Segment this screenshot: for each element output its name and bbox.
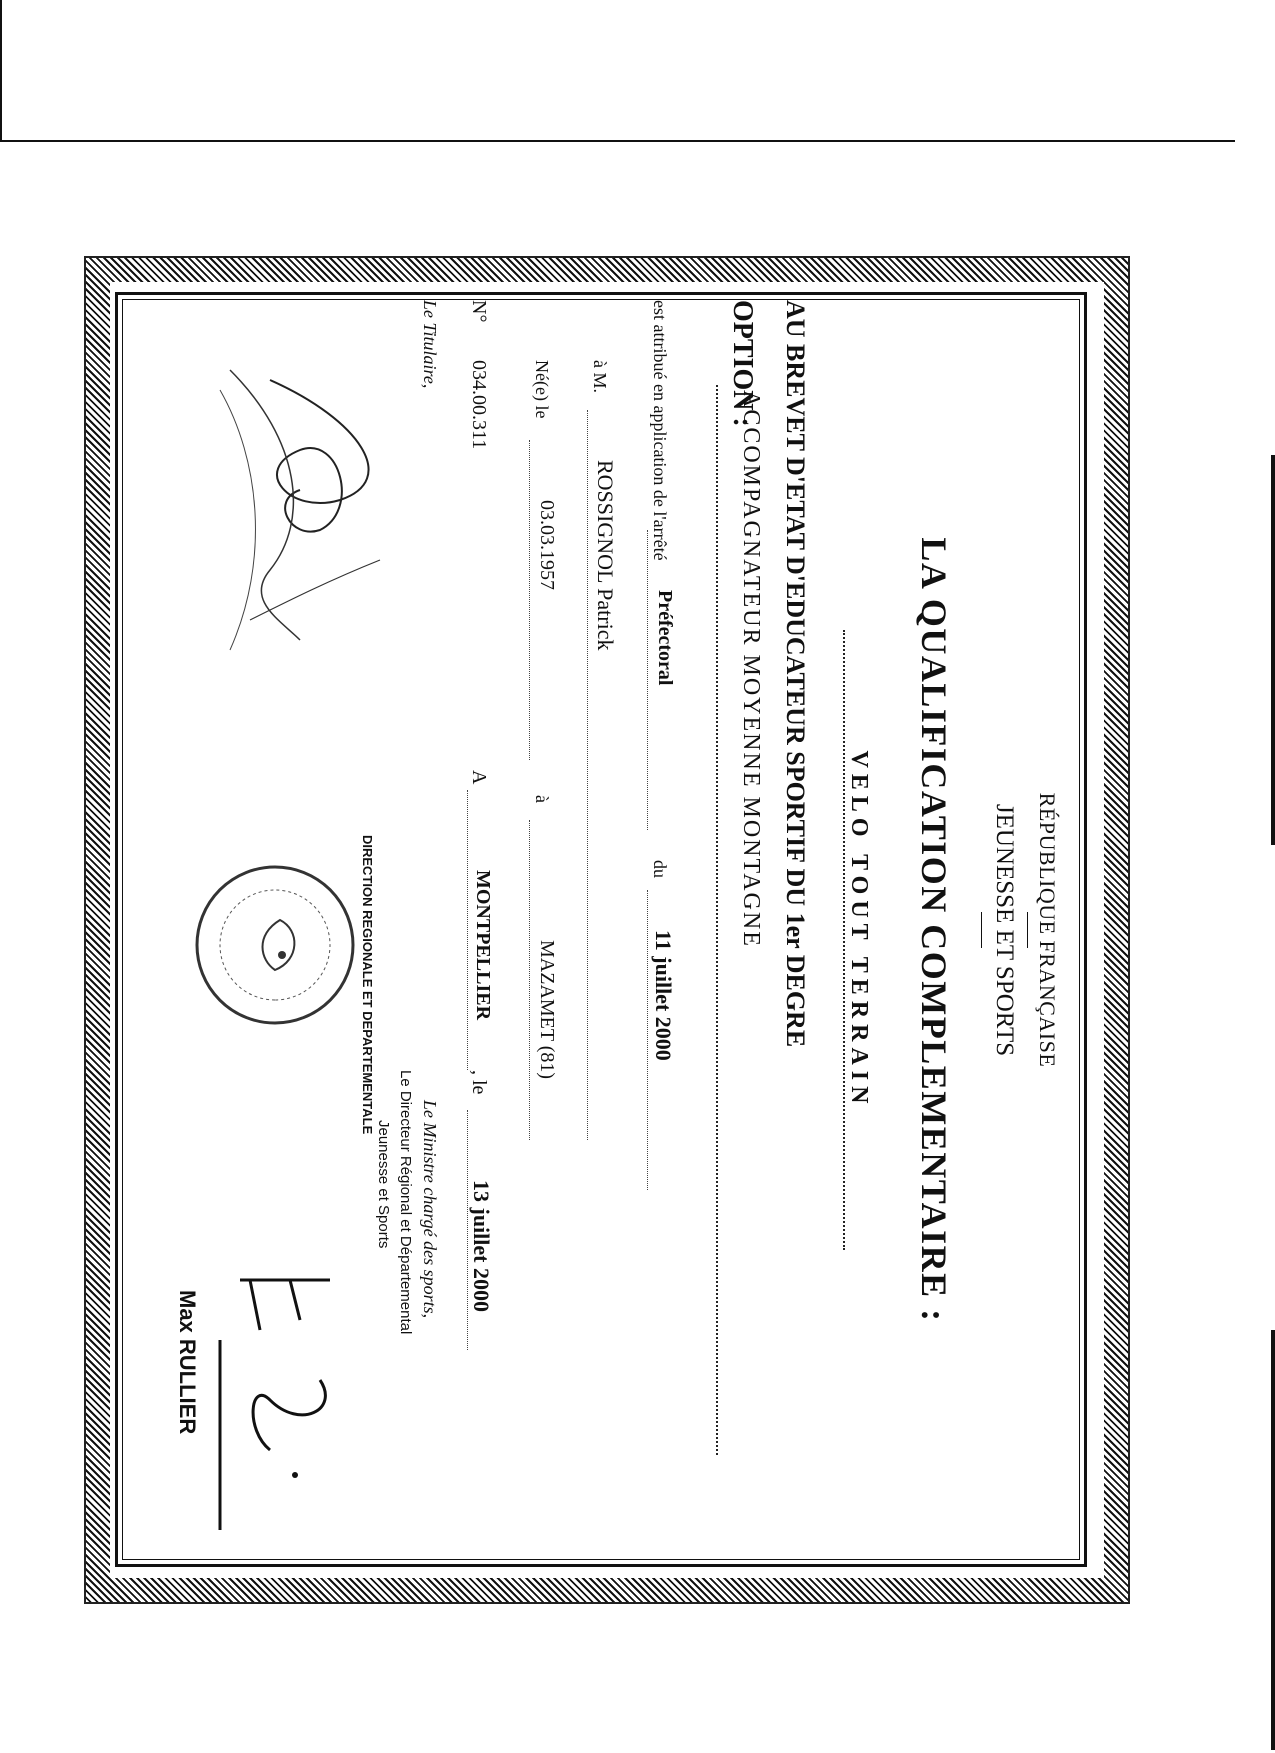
official-stamp-icon <box>190 860 360 1030</box>
directeur-title-2: Jeunesse et Sports <box>375 1120 392 1249</box>
director-signature-icon <box>200 1260 360 1540</box>
dotted-line <box>467 1110 468 1350</box>
born-label: Né(e) le <box>532 360 552 419</box>
place-city: MONTPELLIER <box>472 870 494 1021</box>
born-place-label: à <box>532 795 552 803</box>
holder-name: ROSSIGNOL Patrick <box>593 460 618 651</box>
divider <box>981 912 982 948</box>
stamp-text: DIRECTION REGIONALE ET DEPARTEMENTALE <box>360 835 375 1135</box>
dotted-line <box>716 385 718 1455</box>
certificate-title: LA QUALIFICATION COMPLEMENTAIRE : <box>914 537 954 1323</box>
dotted-line <box>587 410 588 1140</box>
option-label: OPTION : <box>727 300 758 427</box>
option-value: ACCOMPAGNATEUR MOYENNE MONTAGNE <box>738 390 764 948</box>
dotted-line <box>529 820 530 1140</box>
place-le-label: , le <box>468 1070 490 1095</box>
scan-edge-top <box>0 140 1235 142</box>
holder-label: à M. <box>590 360 610 393</box>
scan-mark <box>1271 455 1275 845</box>
qualification-name: VELO TOUT TERRAIN <box>846 750 872 1110</box>
directeur-title: Le Directeur Régional et Départemental <box>397 1070 414 1335</box>
dotted-line <box>647 530 648 830</box>
titulaire-label: Le Titulaire, <box>420 300 440 389</box>
birth-place: MAZAMET (81) <box>536 940 558 1080</box>
dotted-line <box>529 440 530 760</box>
certificate-number: 034.00.311 <box>468 360 490 450</box>
arrete-type: Préfectoral <box>654 590 676 686</box>
place-a-label: A <box>468 770 490 785</box>
dotted-line <box>647 890 648 1190</box>
brevet-line: AU BREVET D'ETAT D'EDUCATEUR SPORTIF DU 1er DEGRE <box>781 300 810 1048</box>
signatory-name: Max RULLIER <box>175 1290 200 1435</box>
scan-mark <box>1271 1330 1275 1750</box>
birth-date: 03.03.1957 <box>536 500 558 590</box>
dotted-line <box>467 790 468 1070</box>
republique-francaise: RÉPUBLIQUE FRANÇAISE <box>1035 792 1060 1068</box>
ministre-label: Le Ministre chargé des sports, <box>420 1100 440 1319</box>
holder-signature-icon <box>210 360 420 660</box>
arrete-text: est attribué en application de l'arrêté <box>650 300 670 561</box>
du-label: du <box>650 860 670 878</box>
certificate-content <box>130 300 1080 1560</box>
divider <box>1027 912 1028 948</box>
issue-date: 13 juillet 2000 <box>469 1180 494 1312</box>
number-label: N° <box>468 300 490 323</box>
ministry-name: JEUNESSE ET SPORTS <box>991 803 1018 1057</box>
arrete-date: 11 juillet 2000 <box>651 930 676 1061</box>
scan-edge-left <box>0 0 2 142</box>
